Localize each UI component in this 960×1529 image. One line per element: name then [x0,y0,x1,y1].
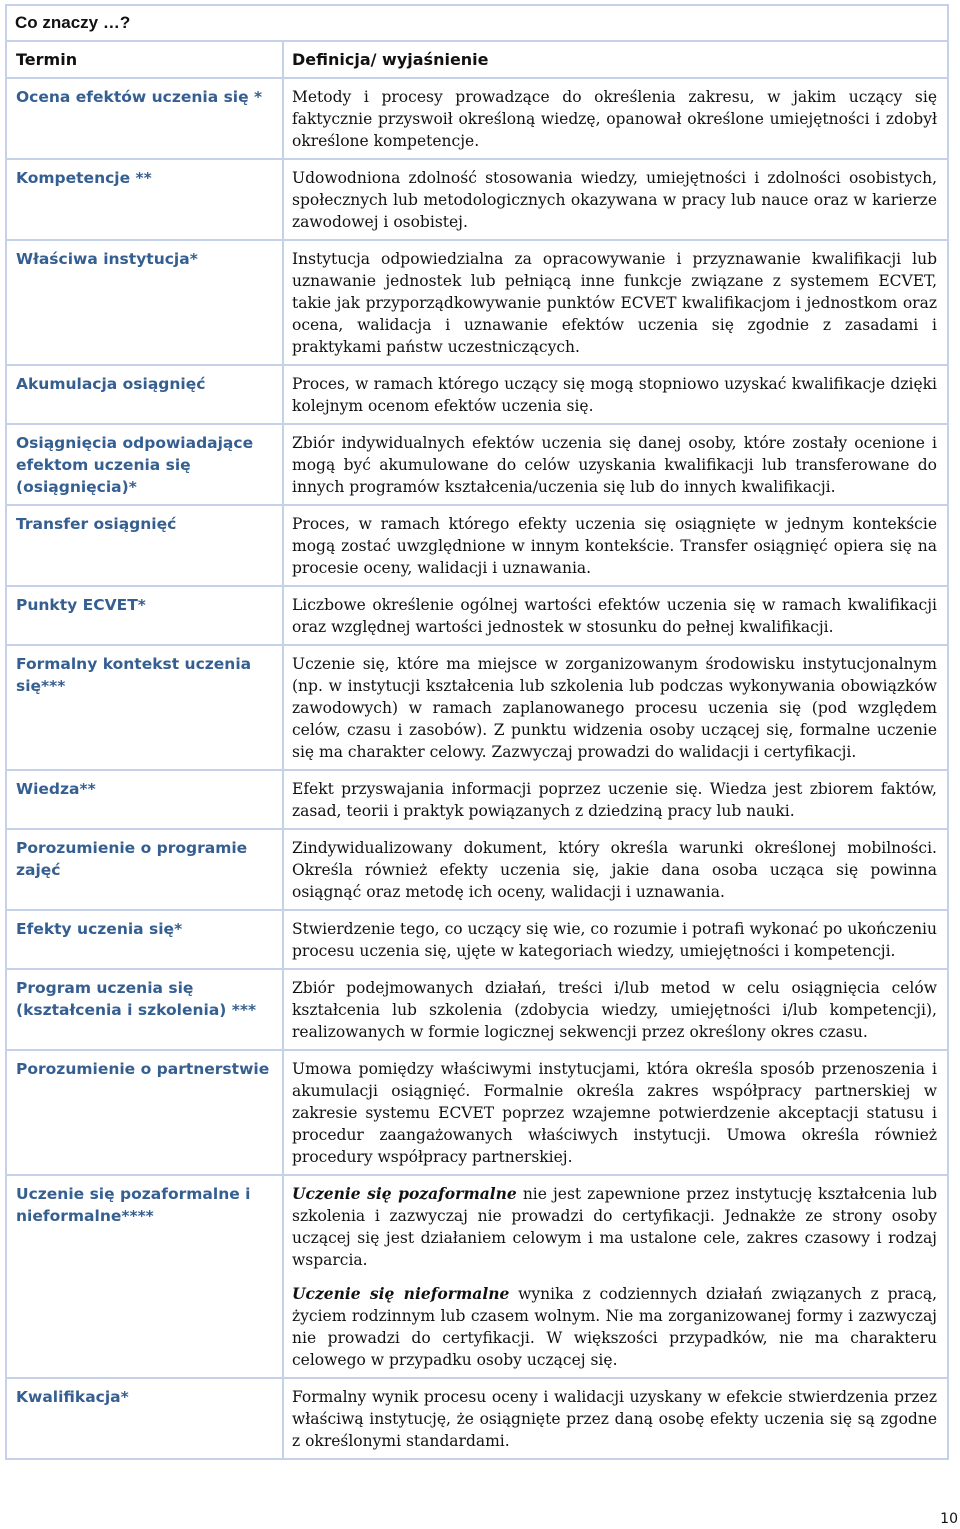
term-cell: Ocena efektów uczenia się * [7,79,282,158]
term-cell: Punkty ECVET* [7,587,282,644]
definition-cell: Zindywidualizowany dokument, który określa warunki określonej mobilności. Określa również efekty uczenia się, jakie dana osoba ucząca się powinna osiągnąć oraz metodę ich oceny, walidacji i uznawania. [284,830,947,909]
definition-cell: Udowodniona zdolność stosowania wiedzy, umiejętności i zdolności osobistych, społecznych lub metodologicznych okazywana w pracy lub nauce oraz w karierze zawodowej i osobistej. [284,160,947,239]
table-row [7,830,947,909]
term-cell: Efekty uczenia się* [7,911,282,968]
table-row [7,1379,947,1458]
table-row [7,1051,947,1174]
term-cell: Program uczenia się (kształcenia i szkolenia) *** [7,970,282,1049]
definition-cell: Formalny wynik procesu oceny i walidacji uzyskany w efekcie stwierdzenia przez właściwą instytucję, że osiągnięte przez daną osobę efekty uczenia się są zgodne z określonymi standardami. [284,1379,947,1458]
table-caption: Co znaczy …? [15,13,131,32]
header-term: Termin [7,42,282,77]
table-caption-row [7,6,947,40]
term-cell: Właściwa instytucja* [7,241,282,364]
term-cell: Formalny kontekst uczenia się*** [7,646,282,769]
table-row [7,646,947,769]
table-row [7,160,947,239]
definition-cell: Proces, w ramach którego efekty uczenia się osiągnięte w jednym kontekście mogą zostać uwzględnione w innym kontekście. Transfer osiągnięć opiera się na procesie oceny, walidacji i uznawania. [284,506,947,585]
definition-cell: Liczbowe określenie ogólnej wartości efektów uczenia się w ramach kwalifikacji oraz względnej wartości jednostek w stosunku do pełnej kwalifikacji. [284,587,947,644]
definition-cell: Proces, w ramach którego uczący się mogą stopniowo uzyskać kwalifikacje dzięki kolejnym ocenom efektów uczenia się. [284,366,947,423]
table-body [7,79,947,1458]
definition-text: wynika z codziennych działań związanych z pracą, życiem rodzinnym lub czasem wolnym. Nie ma zorganizowanej formy i zazwyczaj nie prowadzi do certyfikacji. W większości przypadków, nie ma charakteru celowego w przypadku osoby uczącej się. [292,1285,938,1369]
header-definition: Definicja/ wyjaśnienie [284,42,947,77]
table-row [7,587,947,644]
term-cell: Uczenie się pozaformalne i nieformalne**** [7,1176,282,1377]
term-cell: Porozumienie o partnerstwie [7,1051,282,1174]
table-row [7,366,947,423]
definition-cell: Zbiór podejmowanych działań, treści i/lub metod w celu osiągnięcia celów kształcenia lub szkolenia (zdobycia wiedzy, umiejętności i/lub kompetencji), realizowanych w formie logicznej sekwencji przez określony okres czasu. [284,970,947,1049]
definition-cell: Stwierdzenie tego, co uczący się wie, co rozumie i potrafi wykonać po ukończeniu procesu uczenia się, ujęte w kategoriach wiedzy, umiejętności i kompetencji. [284,911,947,968]
definition-cell: Uczenie się, które ma miejsce w zorganizowanym środowisku instytucjonalnym (np. w instytucji kształcenia lub szkolenia lub podczas wykonywania obowiązków zawodowych) w ramach zaplanowanego procesu uczenia się (pod względem celów, czasu i zasobów). Z punktu widzenia osoby uczącej się, formalne uczenie się ma charakter celowy. Zazwyczaj prowadzi do walidacji i certyfikacji. [284,646,947,769]
term-cell: Osiągnięcia odpowiadające efektom uczenia się (osiągnięcia)* [7,425,282,504]
definition-lead-term: Uczenie się pozaformalne [292,1184,517,1203]
definition-cell: Umowa pomiędzy właściwymi instytucjami, która określa sposób przenoszenia i akumulacji osiągnięć. Formalnie określa zakres współpracy partnerskiej w zakresie systemu ECVET poprzez wzajemne potwierdzenie akceptacji statusu i procedur zaangażowanych właściwych instytucji. Umowa określa również procedury współpracy partnerskiej. [284,1051,947,1174]
definition-cell: Metody i procesy prowadzące do określenia zakresu, w jakim uczący się faktycznie przyswoił określoną wiedzę, opanował określone umiejętności i zdobył określone kompetencje. [284,79,947,158]
term-cell: Porozumienie o programie zajęć [7,830,282,909]
definition-text: nie jest zapewnione przez instytucję kształcenia lub szkolenia i zazwyczaj nie prowadzi do certyfikacji. Jednakże ze strony osoby uczącej się jest działaniem celowym i ma ustalone cele, zakres czasowy i rodzaj wsparcia. [292,1185,937,1269]
table-row [7,911,947,968]
definition-paragraph [292,1183,937,1271]
table-row [7,79,947,158]
term-cell: Transfer osiągnięć [7,506,282,585]
page-number: 10 [940,1511,958,1527]
definition-cell: Efekt przyswajania informacji poprzez uczenie się. Wiedza jest zbiorem faktów, zasad, teorii i praktyk powiązanych z dziedziną pracy lub nauki. [284,771,947,828]
table-row [7,506,947,585]
definition-cell [284,1176,947,1377]
table-row [7,970,947,1049]
term-cell: Wiedza** [7,771,282,828]
table-header-row [7,42,947,77]
term-cell: Kwalifikacja* [7,1379,282,1458]
definition-paragraph [292,1283,937,1371]
term-cell: Kompetencje ** [7,160,282,239]
definition-cell: Instytucja odpowiedzialna za opracowywanie i przyznawanie kwalifikacji lub uznawanie jednostek lub pełniącą inne funkcje związane z systemem ECVET, takie jak przyporządkowywanie punktów ECVET kwalifikacjom i jednostkom oraz ocena, walidacja i uznawanie efektów uczenia się zgodnie z zasadami i praktykami państw uczestniczących. [284,241,947,364]
glossary-table [5,4,949,1460]
definition-lead-term: Uczenie się nieformalne [292,1284,510,1303]
table-row [7,1176,947,1377]
term-cell: Akumulacja osiągnięć [7,366,282,423]
table-row [7,771,947,828]
table-row [7,241,947,364]
definition-cell: Zbiór indywidualnych efektów uczenia się danej osoby, które zostały ocenione i mogą być akumulowane do celów uzyskania kwalifikacji lub transferowane do innych programów kształcenia/uczenia się lub do innych kwalifikacji. [284,425,947,504]
table-row [7,425,947,504]
